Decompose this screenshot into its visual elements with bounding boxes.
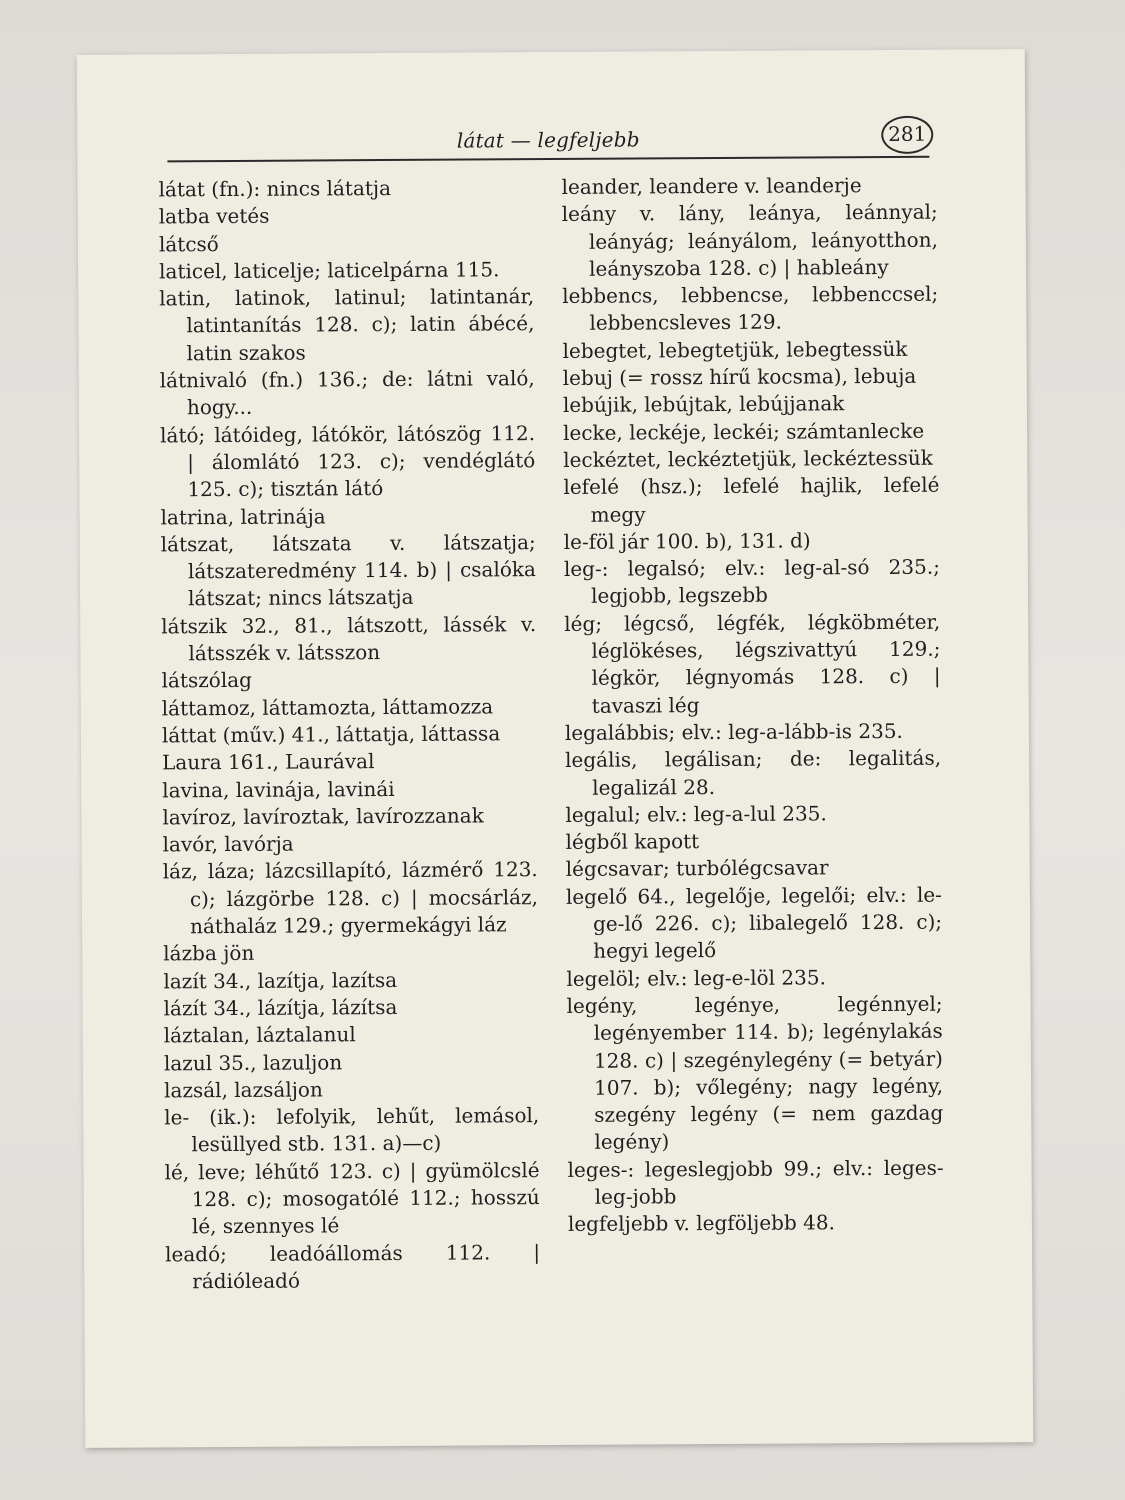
dictionary-entry: latrina, latrinája: [160, 503, 326, 529]
dictionary-entry: lavíroz, lavíroztak, lavírozzanak: [162, 803, 484, 830]
right-column: [561, 172, 943, 1239]
dictionary-entry: láz, láza; lázcsillapító, lázmérő 123. c); lázgörbe 128. c) | mocsárláz, náthaláz 129.; gyermekágyi láz: [162, 857, 538, 939]
dictionary-entry: legfeljebb v. legföljebb 48.: [567, 1210, 835, 1237]
dictionary-entry: latba vetés: [158, 204, 270, 229]
dictionary-entry: légcsavar; turbólégcsavar: [565, 855, 829, 882]
dictionary-entry: leges-: legeslegjobb 99.; elv.: leges-leg-jobb: [567, 1155, 944, 1209]
dictionary-page: [77, 49, 1033, 1448]
dictionary-entry: látcső: [158, 231, 219, 257]
dictionary-entry: laticel, laticelje; laticelpárna 115.: [159, 257, 500, 284]
dictionary-entry: lázba jön: [163, 941, 255, 966]
dictionary-entry: látszik 32., 81., látszott, lássék v. látsszék v. látsszon: [161, 611, 537, 666]
dictionary-entry: láztalan, láztalanul: [163, 1022, 356, 1048]
dictionary-entry: le- (ik.): lefolyik, lehűt, lemásol, lesüllyed stb. 131. a)—c): [164, 1103, 540, 1157]
dictionary-entry: legális, legálisan; de: legalitás, legalizál 28.: [564, 745, 942, 800]
dictionary-entry: legalul; elv.: leg-a-lul 235.: [565, 801, 827, 827]
dictionary-entry: látó; látóideg, látókör, látószög 112. | álomlátó 123. c); vendéglátó 125. c); tisztán látó: [160, 420, 536, 502]
dictionary-entry: legelő 64., legelője, legelői; elv.: le-ge-lő 226. c); libalegelő 128. c); hegyi legelő: [565, 882, 943, 964]
dictionary-entry: lazul 35., lazuljon: [163, 1049, 343, 1075]
dictionary-entry: lecke, leckéje, leckéi; számtanlecke: [562, 418, 925, 445]
dictionary-entry: legalábbis; elv.: leg-a-lább-is 235.: [564, 718, 903, 745]
dictionary-entry: látszólag: [161, 668, 252, 693]
dictionary-entry: lebegtet, lebegtetjük, lebegtessük: [562, 336, 908, 363]
dictionary-entry: lebuj (= rossz hírű kocsma), lebuja: [562, 363, 917, 391]
dictionary-entry: lefelé (hsz.); lefelé hajlik, lefelé megy: [563, 472, 940, 527]
dictionary-entry: lebbencs, lebbencse, lebbenccsel; lebbencsleves 129.: [562, 281, 939, 336]
page-number: 281: [881, 116, 933, 154]
dictionary-entry: latin, latinok, latinul; latintanár, latintanítás 128. c); latin ábécé, latin szakos: [159, 284, 535, 366]
dictionary-entry: legelöl; elv.: leg-e-löl 235.: [566, 964, 827, 991]
dictionary-entry: lég; légcső, légfék, légköbméter, léglökéses, légszivattyú 129.; légkör, légnyomás 128. c) | tavaszi lég: [564, 609, 941, 718]
running-head-title: látat — legfeljebb: [456, 127, 640, 153]
dictionary-entry: láttamoz, láttamozta, láttamozza: [161, 694, 494, 721]
dictionary-entry: látnivaló (fn.) 136.; de: látni való, hogy...: [159, 366, 535, 420]
dictionary-entry: láttat (műv.) 41., láttatja, láttassa: [161, 721, 501, 748]
dictionary-entry: lazsál, lazsáljon: [164, 1077, 323, 1103]
dictionary-entry: lavina, lavinája, lavinái: [162, 776, 395, 802]
dictionary-entry: légből kapott: [565, 829, 700, 855]
dictionary-entry: leander, leandere v. leanderje: [561, 173, 862, 199]
dictionary-entry: Laura 161., Laurával: [162, 749, 375, 775]
dictionary-entry: lé, leve; léhűtő 123. c) | gyümölcslé 128. c); mosogatólé 112.; hosszú lé, szennyes lé: [164, 1157, 540, 1239]
dictionary-entry: lazít 34., lazítja, lazítsa: [163, 967, 398, 994]
running-head: [167, 122, 929, 163]
dictionary-entry: leg-: legalsó; elv.: leg-al-só 235.; legjobb, legszebb: [563, 554, 940, 609]
dictionary-entry: látat (fn.): nincs látatja: [158, 175, 392, 202]
dictionary-entry: leadó; leadóállomás 112. | rádióleadó: [165, 1239, 541, 1294]
dictionary-entry: látszat, látszata v. látszatja; látszateredmény 114. b) | csalóka látszat; nincs látszatja: [160, 529, 536, 611]
dictionary-entry: le-föl jár 100. b), 131. d): [563, 528, 811, 554]
dictionary-entry: leány v. lány, leánya, leánnyal; leányág; leányálom, leányotthon, leányszoba 128. c) | hableány: [561, 199, 938, 281]
dictionary-entry: lavór, lavórja: [162, 831, 294, 857]
dictionary-entry: legény, legénye, legénnyel; legényember 114. b); legénylakás 128. c) | szegénylegény (= betyár) 107. b); vőlegény; nagy legény, szegény legény (= nem gazdag legény): [566, 991, 944, 1155]
dictionary-entry: lázít 34., lázítja, lázítsa: [163, 994, 398, 1021]
left-column: [158, 174, 540, 1295]
dictionary-entry: lebújik, lebújtak, lebújjanak: [562, 391, 845, 418]
dictionary-entry: leckéztet, leckéztetjük, leckéztessük: [563, 445, 933, 472]
